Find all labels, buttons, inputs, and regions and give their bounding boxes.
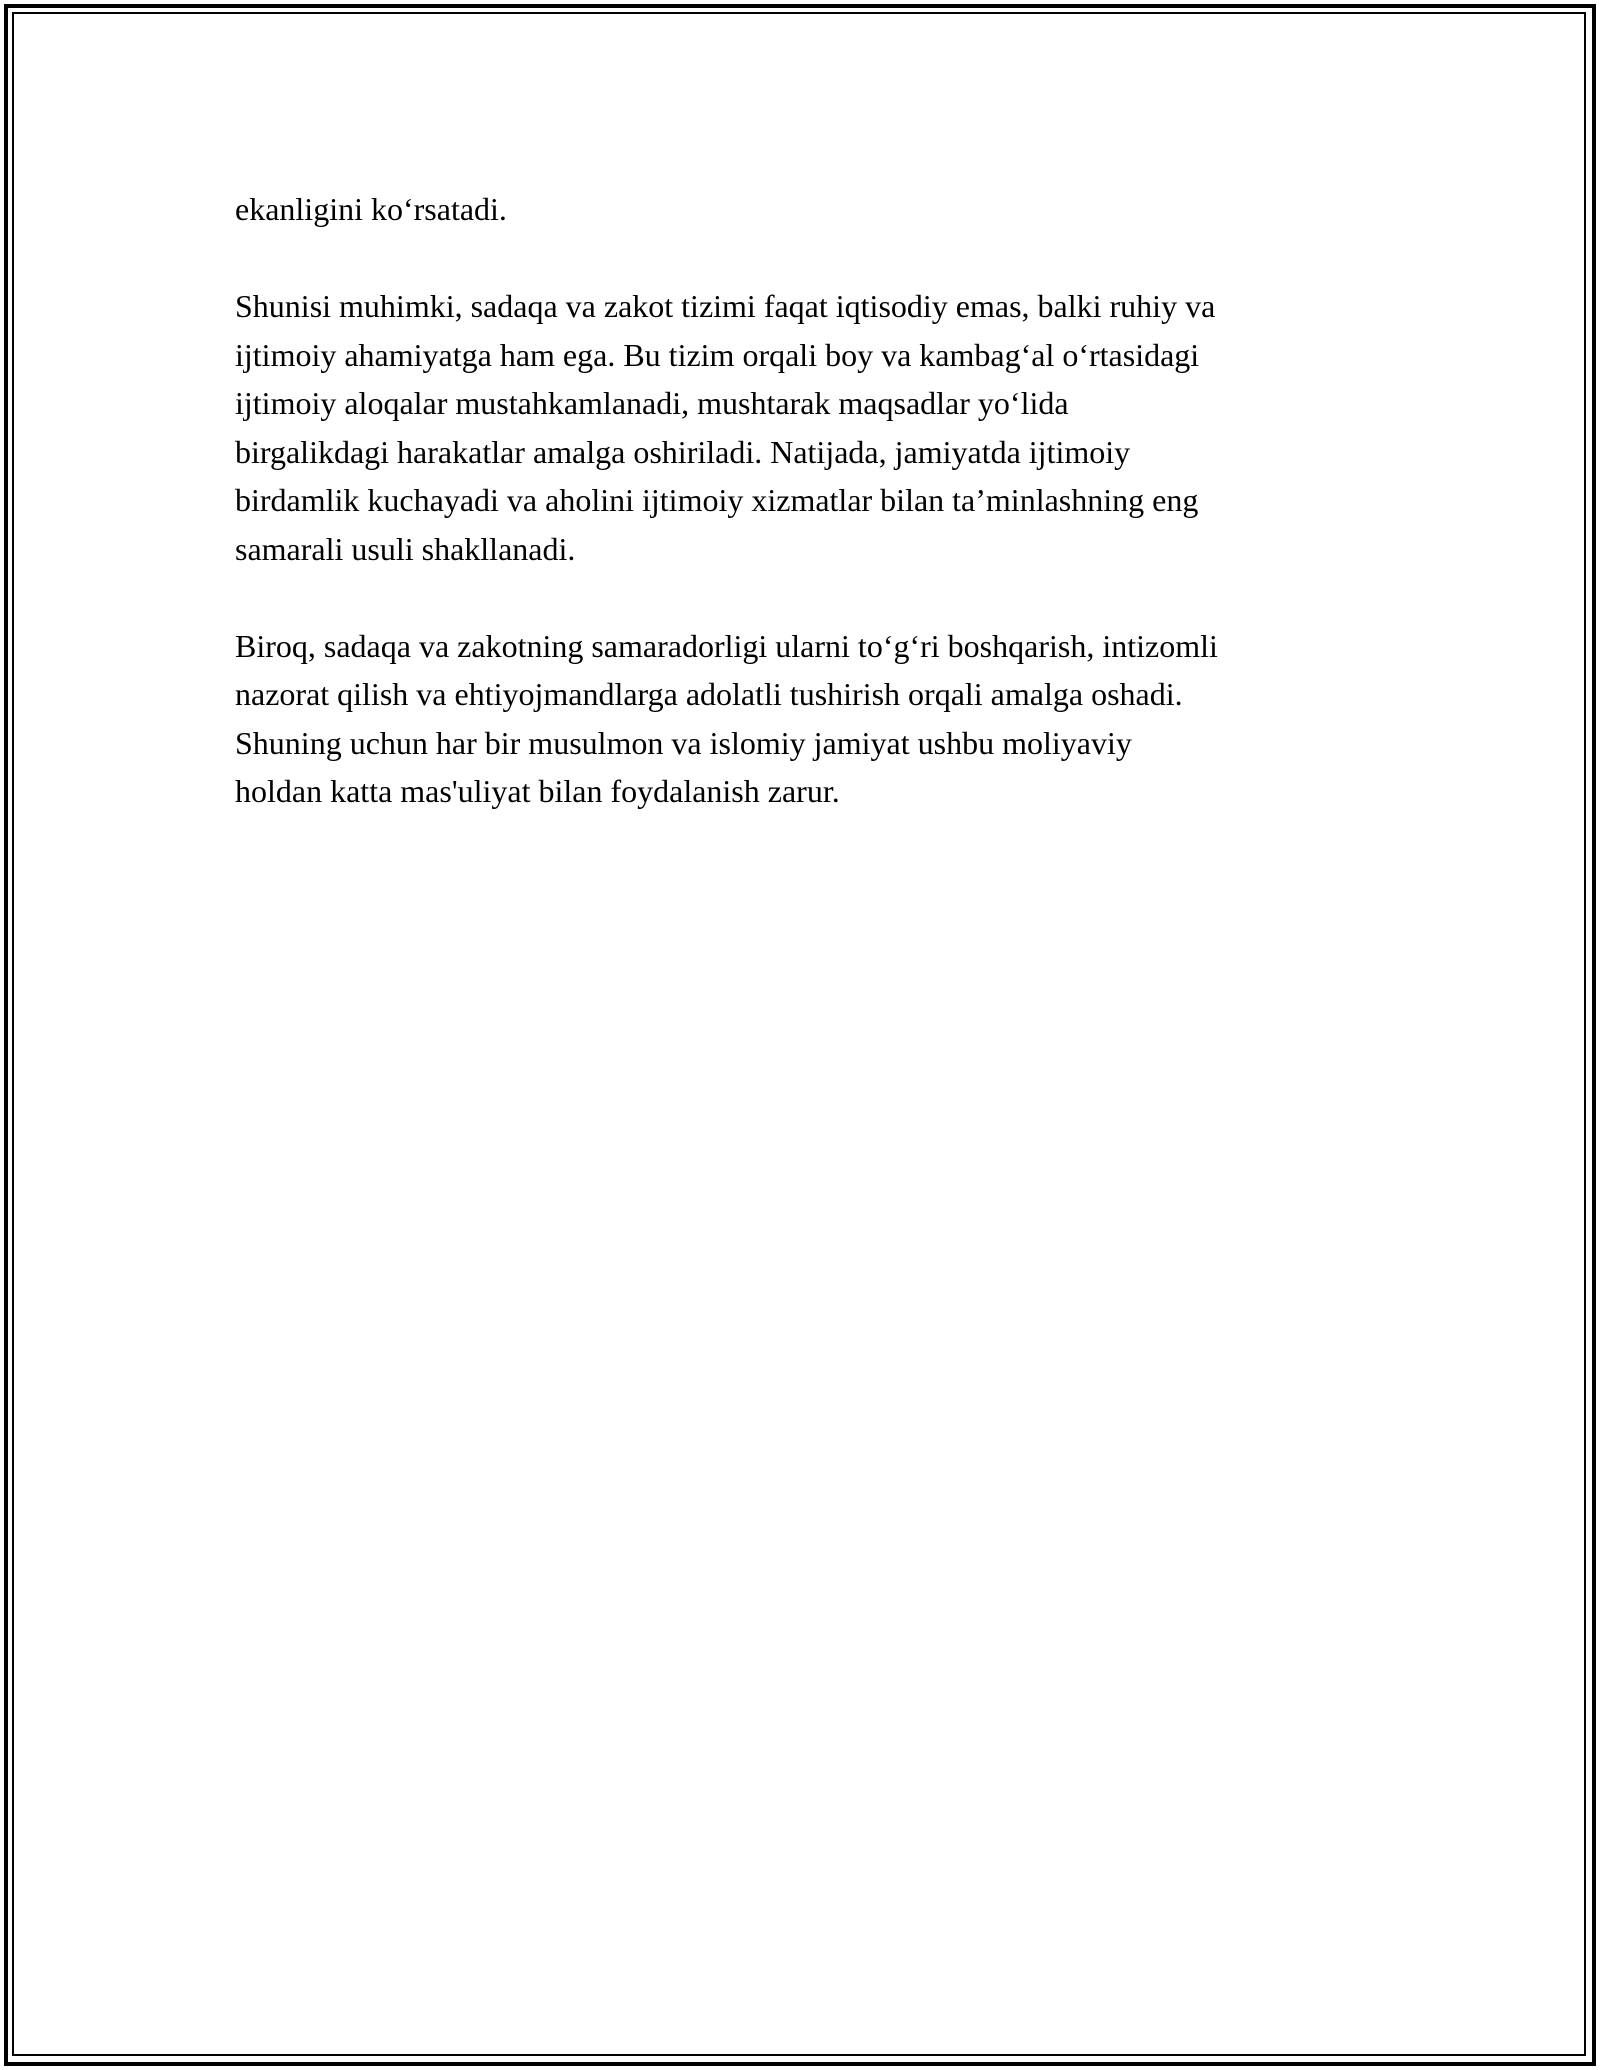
paragraph-2 bbox=[235, 282, 1375, 573]
text-line: birgalikdagi harakatlar amalga oshiriladi. Natijada, jamiyatda ijtimoiy bbox=[235, 433, 1131, 470]
document-body bbox=[235, 185, 1375, 864]
text-line: Biroq, sadaqa va zakotning samaradorligi ularni to‘g‘ri boshqarish, intizomli bbox=[235, 627, 1218, 664]
text-line: Shuning uchun har bir musulmon va islomiy jamiyat ushbu moliyaviy bbox=[235, 724, 1132, 761]
paragraph-3 bbox=[235, 622, 1375, 816]
text-line: ijtimoiy ahamiyatga ham ega. Bu tizim orqali boy va kambag‘al o‘rtasidagi bbox=[235, 336, 1200, 373]
text-line: ekanligini ko‘rsatadi. bbox=[235, 191, 507, 227]
paragraph-1 bbox=[235, 185, 1375, 234]
text-line: nazorat qilish va ehtiyojmandlarga adolatli tushirish orqali amalga oshadi. bbox=[235, 676, 1183, 712]
text-line: Shunisi muhimki, sadaqa va zakot tizimi faqat iqtisodiy emas, balki ruhiy va bbox=[235, 288, 1216, 324]
text-line: ijtimoiy aloqalar mustahkamlanadi, mushtarak maqsadlar yo‘lida bbox=[235, 385, 1069, 421]
text-line: samarali usuli shakllanadi. bbox=[235, 530, 576, 567]
text-line: birdamlik kuchayadi va aholini ijtimoiy xizmatlar bilan ta’minlashning eng bbox=[235, 482, 1199, 518]
text-line: holdan katta mas'uliyat bilan foydalanish zarur. bbox=[235, 773, 840, 809]
